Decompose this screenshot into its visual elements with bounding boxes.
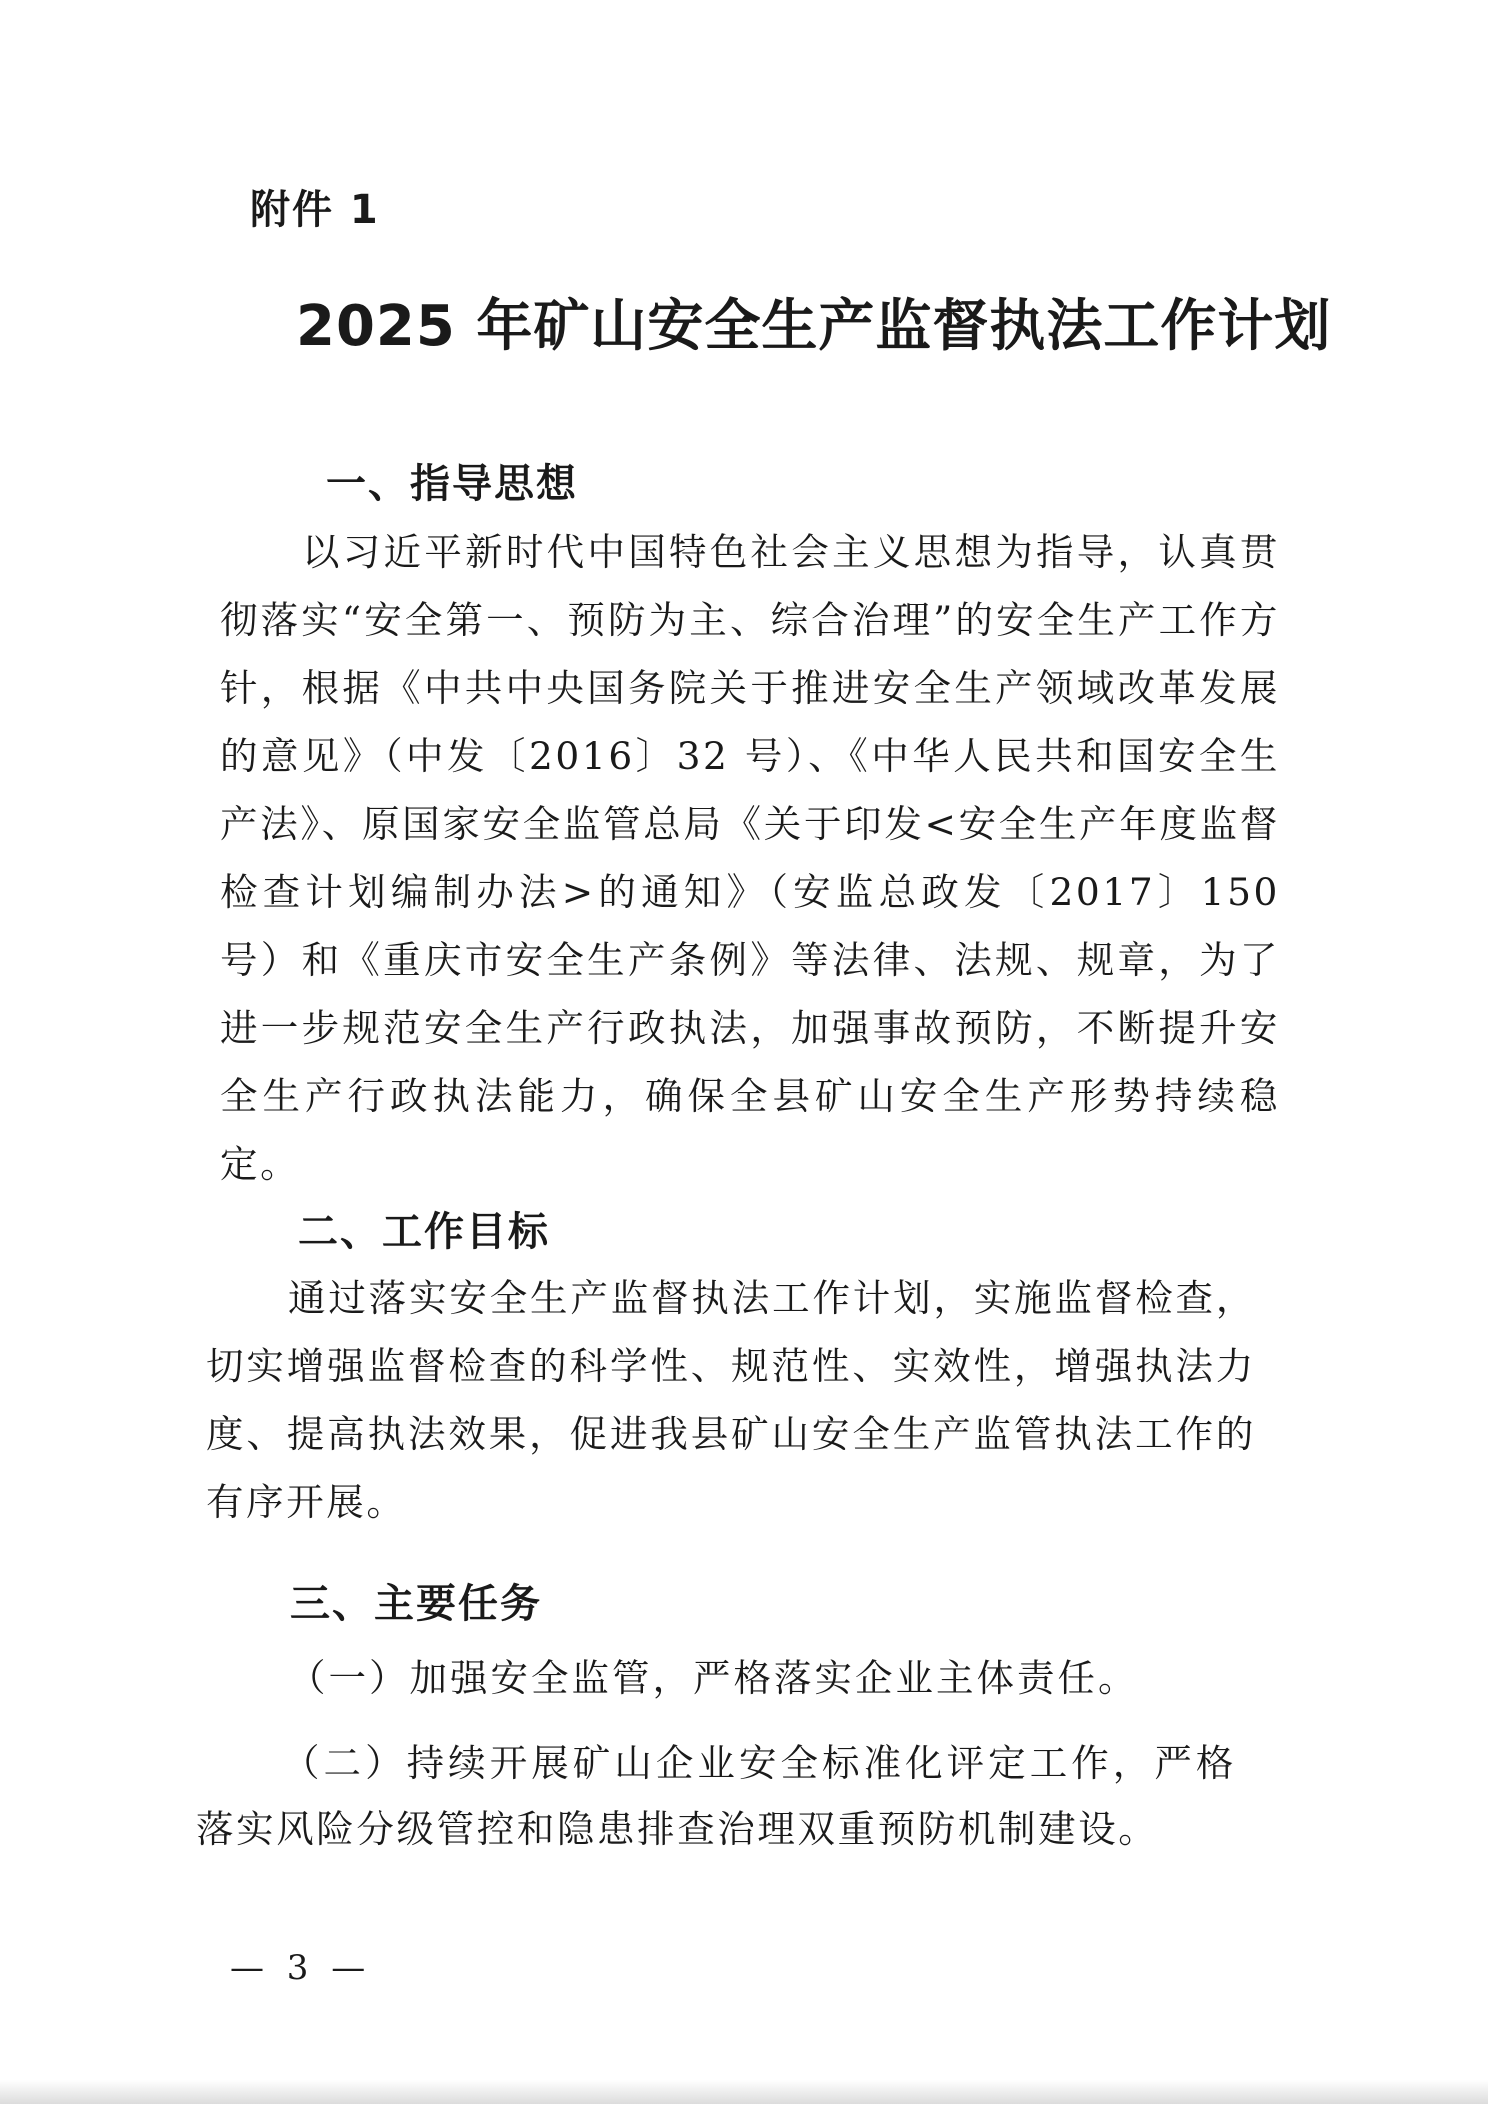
section-heading-work-goals: 二、工作目标 (298, 1209, 550, 1255)
task-item-1: （一）加强安全监管，严格落实企业主体责任。 (288, 1656, 1139, 1700)
attachment-label: 附件 1 (250, 187, 380, 233)
page-number: — 3 — (230, 1948, 372, 1988)
document-title: 2025 年矿山安全生产监督执法工作计划 (296, 294, 1332, 359)
scan-edge-shadow (0, 2080, 1488, 2104)
task-item-2: （二）持续开展矿山企业安全标准化评定工作，严格落实风险分级管控和隐患排查治理双重预防机制建设。 (196, 1741, 1236, 1851)
section-heading-guiding-ideology: 一、指导思想 (326, 461, 578, 507)
section-paragraph-guiding-ideology: 以习近平新时代中国特色社会主义思想为指导，认真贯彻落实“安全第一、预防为主、综合治理”的安全生产工作方针，根据《中共中央国务院关于推进安全生产领域改革发展的意见》（中发〔2016〕32 号）、《中华人民共和国安全生产法》、原国家安全监管总局《关于印发<安全生产年度监督检查计划编制办法>的通知》（安监总政发〔2017〕150 号）和《重庆市安全生产条例》等法律、法规、规章，为了进一步规范安全生产行政执法，加强事故预防，不断提升安全生产行政执法能力，确保全县矿山安全生产形势持续稳定。 (220, 530, 1280, 1186)
section-heading-main-tasks: 三、主要任务 (290, 1581, 542, 1627)
section-paragraph-work-goals: 通过落实安全生产监督执法工作计划，实施监督检查，切实增强监督检查的科学性、规范性、实效性，增强执法力度、提高执法效果，促进我县矿山安全生产监管执法工作的有序开展。 (206, 1276, 1256, 1524)
